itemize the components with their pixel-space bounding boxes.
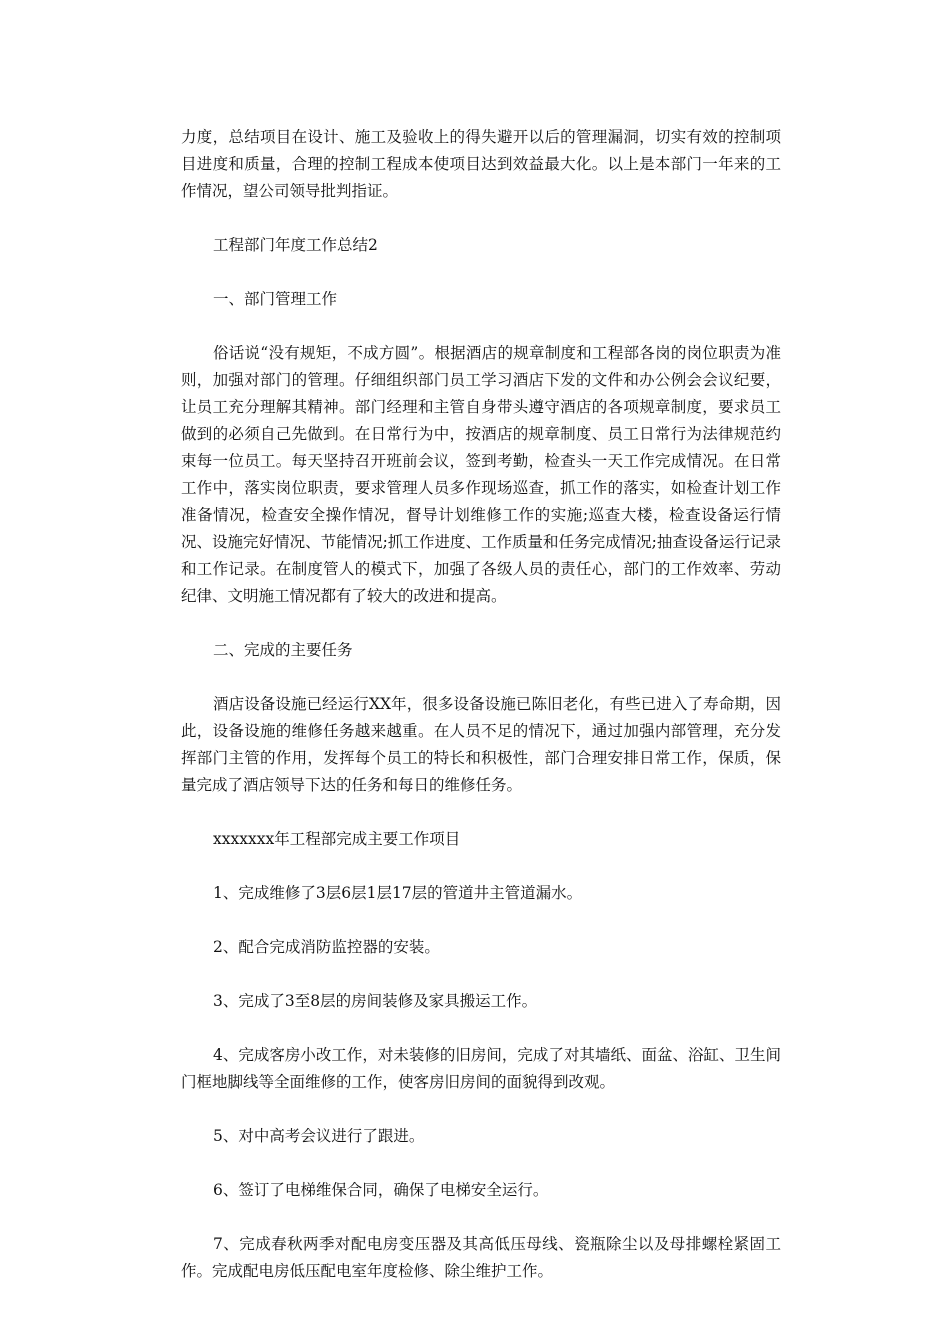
list-item-2: 2、配合完成消防监控器的安装。: [213, 938, 440, 956]
list-item-6: 6、签订了电梯维保合同，确保了电梯安全运行。: [213, 1181, 549, 1199]
intro-paragraph: 力度，总结项目在设计、施工及验收上的得失避开以后的管理漏洞，切实有效的控制项目进度和质量，合理的控制工程成本使项目达到效益最大化。以上是本部门一年来的工作情况，望公司领导批判指证。: [181, 128, 781, 200]
section-2-heading: 二、完成的主要任务: [213, 641, 353, 659]
document-page: [181, 124, 781, 1312]
list-item-1: 1、完成维修了3层6层1层17层的管道井主管道漏水。: [213, 884, 583, 902]
section-1-body: 俗话说“没有规矩，不成方圆”。根据酒店的规章制度和工程部各岗的岗位职责为准则，加强对部门的管理。仔细组织部门员工学习酒店下发的文件和办公例会会议纪要，让员工充分理解其精神。部门经理和主管自身带头遵守酒店的各项规章制度，要求员工做到的必须自己先做到。在日常行为中，按酒店的规章制度、员工日常行为法律规范约束每一位员工。每天坚持召开班前会议，签到考勤，检查头一天工作完成情况。在日常工作中，落实岗位职责，要求管理人员多作现场巡查，抓工作的落实，如检查计划工作准备情况，检查安全操作情况，督导计划维修工作的实施;巡查大楼，检查设备运行情况、设施完好情况、节能情况;抓工作进度、工作质量和任务完成情况;抽查设备运行记录和工作记录。在制度管人的模式下，加强了各级人员的责任心，部门的工作效率、劳动纪律、文明施工情况都有了较大的改进和提高。: [181, 344, 781, 605]
projects-heading: xxxxxxx年工程部完成主要工作项目: [213, 830, 461, 848]
list-item-7: 7、完成春秋两季对配电房变压器及其高低压母线、瓷瓶除尘以及母排螺栓紧固工作。完成配电房低压配电室年度检修、除尘维护工作。: [181, 1235, 781, 1280]
section-2-body: 酒店设备设施已经运行XX年，很多设备设施已陈旧老化，有些已进入了寿命期，因此，设备设施的维修任务越来越重。在人员不足的情况下，通过加强内部管理，充分发挥部门主管的作用，发挥每个员工的特长和积极性，部门合理安排日常工作，保质，保量完成了酒店领导下达的任务和每日的维修任务。: [181, 695, 781, 794]
section-1-heading: 一、部门管理工作: [213, 290, 338, 308]
list-item-4: 4、完成客房小改工作，对未装修的旧房间，完成了对其墙纸、面盆、浴缸、卫生间门框地脚线等全面维修的工作，使客房旧房间的面貌得到改观。: [181, 1046, 781, 1091]
list-item-3: 3、完成了3至8层的房间装修及家具搬运工作。: [213, 992, 538, 1010]
document-title-2: 工程部门年度工作总结2: [213, 236, 378, 254]
list-item-5: 5、对中高考会议进行了跟进。: [213, 1127, 425, 1145]
